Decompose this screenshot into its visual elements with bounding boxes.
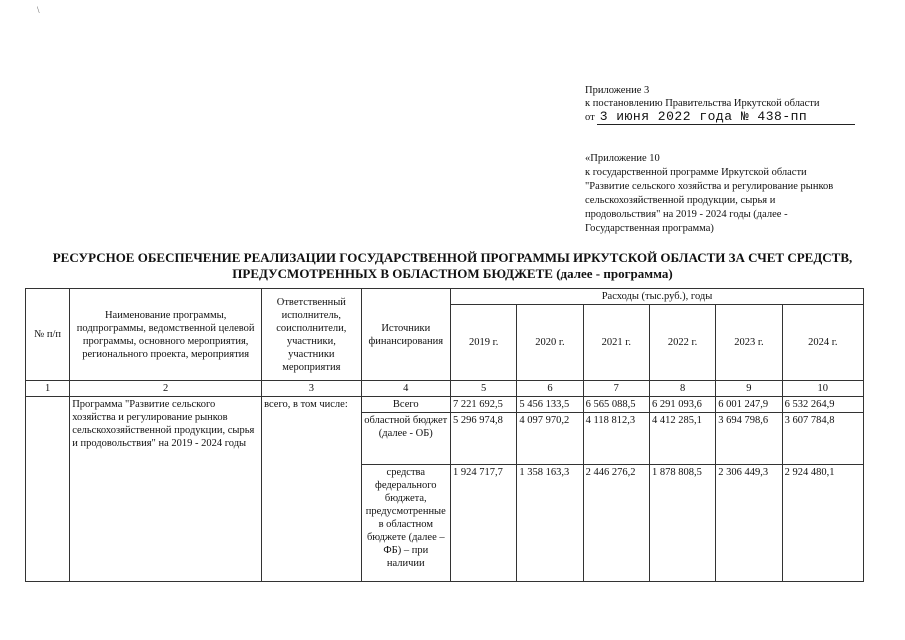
row-number-cell	[26, 397, 70, 582]
header-year: 2024 г.	[782, 305, 863, 381]
value-cell: 2 306 449,3	[716, 465, 782, 582]
appendix-program-line: к государственной программе Иркутской области	[585, 167, 807, 178]
appendix-decree: к постановлению Правительства Иркутской области	[585, 98, 820, 109]
source-cell: Всего	[361, 397, 450, 413]
table-row	[26, 397, 864, 413]
document-title-line: ПРЕДУСМОТРЕННЫХ В ОБЛАСТНОМ БЮДЖЕТЕ (далее - программа)	[232, 266, 673, 281]
header-year: 2020 г.	[517, 305, 583, 381]
value-cell: 6 001 247,9	[716, 397, 782, 413]
header-year: 2022 г.	[649, 305, 715, 381]
program-name: Программа "Развитие сельского хозяйства и регулирование рынков сельскохозяйственной продукции, сырья и продовольствия" на 2019 - 2024 годы	[70, 397, 262, 582]
appendix-date-prefix: от	[585, 112, 595, 123]
value-cell: 4 118 812,3	[583, 413, 649, 465]
value-cell: 5 456 133,5	[517, 397, 583, 413]
value-cell: 6 291 093,6	[649, 397, 715, 413]
appendix-block	[585, 84, 885, 125]
header-num: № п/п	[26, 289, 70, 381]
column-number: 2	[70, 381, 262, 397]
value-cell: 4 097 970,2	[517, 413, 583, 465]
appendix-date-line	[585, 110, 885, 125]
column-number-row	[26, 381, 864, 397]
header-expenses: Расходы (тыс.руб.), годы	[451, 289, 864, 305]
value-cell: 3 694 798,6	[716, 413, 782, 465]
executor-cell: всего, в том числе:	[262, 397, 361, 582]
source-cell: средства федерального бюджета, предусмотренные в областном бюджете (далее – ФБ) – при наличии	[361, 465, 450, 582]
appendix-program-line: сельскохозяйственной продукции, сырья и	[585, 195, 776, 206]
header-name: Наименование программы, подпрограммы, ведомственной целевой программы, основного мероприятия, регионального проекта, мероприятия	[70, 289, 262, 381]
appendix-program-line: «Приложение 10	[585, 153, 660, 164]
appendix-title: Приложение 3	[585, 85, 650, 96]
document-title	[20, 250, 885, 282]
value-cell: 1 924 717,7	[451, 465, 517, 582]
source-cell: областной бюджет (далее - ОБ)	[361, 413, 450, 465]
header-year: 2019 г.	[451, 305, 517, 381]
value-cell: 3 607 784,8	[782, 413, 863, 465]
value-cell: 5 296 974,8	[451, 413, 517, 465]
column-number: 4	[361, 381, 450, 397]
value-cell: 6 532 264,9	[782, 397, 863, 413]
value-cell: 2 924 480,1	[782, 465, 863, 582]
appendix-program-block	[585, 152, 875, 236]
value-cell: 7 221 692,5	[451, 397, 517, 413]
column-number: 7	[583, 381, 649, 397]
header-executor: Ответственный исполнитель, соисполнители, участники, участники мероприятия	[262, 289, 361, 381]
column-number: 8	[649, 381, 715, 397]
document-title-line: РЕСУРСНОЕ ОБЕСПЕЧЕНИЕ РЕАЛИЗАЦИИ ГОСУДАРСТВЕННОЙ ПРОГРАММЫ ИРКУТСКОЙ ОБЛАСТИ ЗА СЧЕТ СРЕДСТВ,	[52, 250, 853, 265]
column-number: 5	[451, 381, 517, 397]
appendix-date-number: 3 июня 2022 года № 438-пп	[597, 110, 855, 125]
resource-table	[25, 288, 864, 582]
column-number: 10	[782, 381, 863, 397]
scan-mark: \	[37, 5, 40, 15]
column-number: 6	[517, 381, 583, 397]
appendix-program-line: продовольствия" на 2019 - 2024 годы (далее -	[585, 209, 788, 220]
header-source: Источники финансирования	[361, 289, 450, 381]
value-cell: 1 358 163,3	[517, 465, 583, 582]
column-number: 9	[716, 381, 782, 397]
appendix-program-line: "Развитие сельского хозяйства и регулирование рынков	[585, 181, 834, 192]
column-number: 1	[26, 381, 70, 397]
header-year: 2023 г.	[716, 305, 782, 381]
value-cell: 1 878 808,5	[649, 465, 715, 582]
value-cell: 6 565 088,5	[583, 397, 649, 413]
value-cell: 4 412 285,1	[649, 413, 715, 465]
header-year: 2021 г.	[583, 305, 649, 381]
appendix-program-line: Государственная программа)	[585, 223, 714, 234]
value-cell: 2 446 276,2	[583, 465, 649, 582]
column-number: 3	[262, 381, 361, 397]
